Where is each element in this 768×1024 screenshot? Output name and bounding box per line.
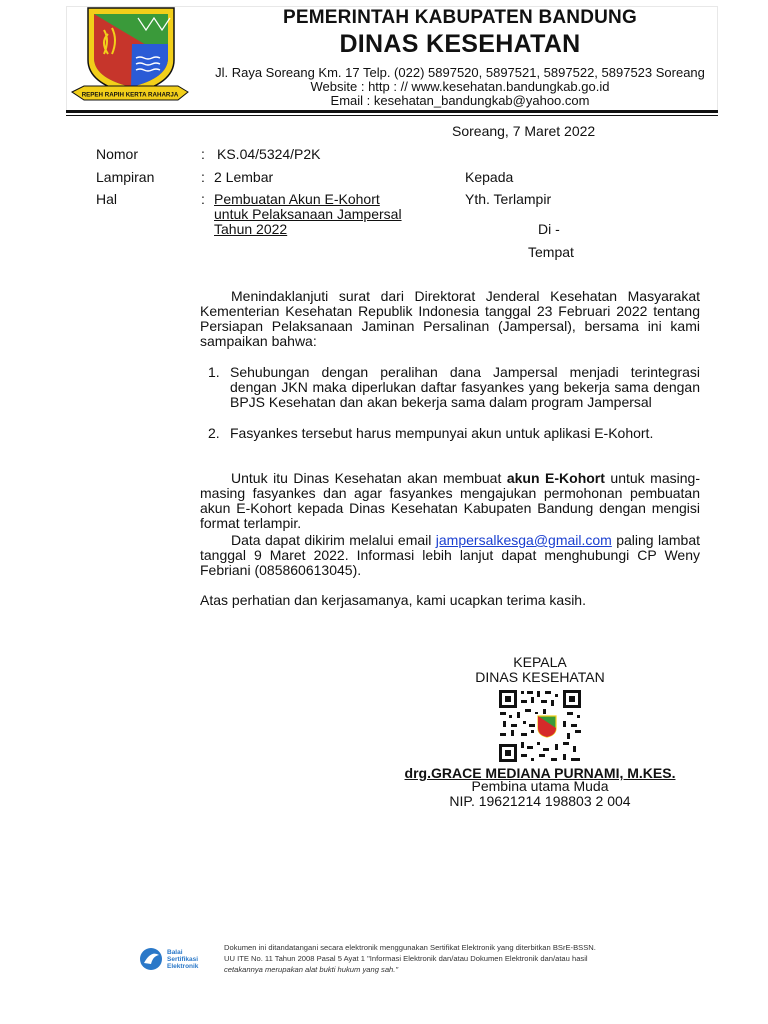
signatory-name: drg.GRACE MEDIANA PURNAMI, M.KES. [404, 765, 676, 781]
subject-line-2: untuk Pelaksanaan Jampersal [214, 206, 402, 222]
footer-line-2: UU ITE No. 11 Tahun 2008 Pasal 5 Ayat 1 "Informasi Elektronik dan/atau Dokumen Elektronik dan/atau hasil [224, 954, 588, 963]
meta-label-hal: Hal [96, 191, 118, 207]
footer-line-3: cetakannya merupakan alat bukti hukum yang sah." [224, 965, 399, 974]
bsre-logo-text: Sertifikasi [167, 956, 199, 963]
meta-label-lampiran: Lampiran [96, 169, 155, 185]
bsre-logo-text: Balai [167, 949, 183, 956]
list-text: Fasyankes tersebut harus mempunyai akun untuk aplikasi E-Kohort. [230, 425, 654, 441]
para-text: untuk masing-masing fasyankes dan agar fasyankes mengajukan permohonan pembuatan akun E-Kohort kepada Dinas Kesehatan Kabupaten Bandung dengan mengisi format terlampir. [200, 470, 700, 531]
intro-paragraph: Menindaklanjuti surat dari Direktorat Jenderal Kesehatan Masyarakat Kementerian Kesehatan Republik Indonesia tanggal 23 Februari 2022 tentang Persiapan Pelaksanaan Jaminan Persalinan (Jampersal), bersama ini kami sampaikan bahwa: [200, 288, 700, 349]
recipient-name: Yth. Terlampir [465, 191, 552, 207]
para-bold-text: akun E-Kohort [506, 470, 605, 486]
recipient-to: Kepada [465, 169, 514, 185]
government-name: PEMERINTAH KABUPATEN BANDUNG [283, 7, 637, 28]
list-number: 1. [208, 364, 220, 380]
footer-line-1: Dokumen ini ditandatangani secara elektronik menggunakan Sertifikat Elektronik yang diterbitkan BSrE-BSSN. [224, 943, 596, 952]
agency-name: DINAS KESEHATAN [339, 30, 581, 58]
subject-line-1: Pembuatan Akun E-Kohort [214, 191, 380, 207]
para-text: paling lambat tanggal 9 Maret 2022. Informasi lebih lanjut dapat menghubungi CP Weny Febriani (085860613045). [200, 532, 700, 578]
para-text: Data dapat dikirim melalui email [231, 532, 436, 548]
bsre-logo [138, 946, 218, 974]
list-text: Sehubungan dengan peralihan dana Jampersal menjadi terintegrasi dengan JKN maka diperlukan daftar fasyankes yang bekerja sama dengan BPJS Kesehatan dan akan bekerja sama dalam program Jampersal [230, 364, 700, 410]
list-number: 2. [208, 425, 220, 441]
letterhead-divider [66, 110, 718, 113]
meta-colon: : [201, 146, 205, 162]
paragraph-email [200, 533, 700, 578]
signature-title-2: DINAS KESEHATAN [475, 669, 605, 685]
letter-date: Soreang, 7 Maret 2022 [452, 123, 596, 139]
agency-website: Website : http : // www.kesehatan.bandungkab.go.id [310, 79, 610, 94]
subject-line-3: Tahun 2022 [214, 221, 288, 237]
list-item [208, 425, 700, 441]
meta-colon: : [201, 191, 205, 207]
logo-motto-text: REPEH RAPIH KERTA RAHARJA [81, 91, 179, 99]
signatory-nip: NIP. 19621214 198803 2 004 [449, 793, 631, 809]
closing-paragraph: Atas perhatian dan kerjasamanya, kami ucapkan terima kasih. [200, 592, 586, 608]
paragraph-ekohort [200, 471, 700, 531]
recipient-place: Tempat [528, 244, 574, 260]
letter-number: KS.04/5324/P2K [217, 146, 321, 162]
recipient-at: Di - [538, 221, 560, 237]
agency-address: Jl. Raya Soreang Km. 17 Telp. (022) 5897520, 5897521, 5897522, 5897523 Soreang [215, 65, 705, 80]
letterhead-divider-thin [66, 115, 718, 116]
para-text: Untuk itu Dinas Kesehatan akan membuat [231, 470, 507, 486]
attachment-count: 2 Lembar [214, 169, 274, 185]
bsre-logo-text: Elektronik [167, 963, 199, 970]
qr-code-signature [497, 688, 583, 764]
signatory-rank: Pembina utama Muda [471, 778, 609, 794]
agency-email: Email : kesehatan_bandungkab@yahoo.com [330, 93, 590, 108]
list-item [208, 364, 700, 410]
meta-colon: : [201, 169, 205, 185]
meta-label-nomor: Nomor [96, 146, 139, 162]
signature-title-1: KEPALA [513, 654, 567, 670]
bandung-regency-logo [70, 4, 190, 104]
email-link[interactable]: jampersalkesga@gmail.com [435, 532, 612, 548]
